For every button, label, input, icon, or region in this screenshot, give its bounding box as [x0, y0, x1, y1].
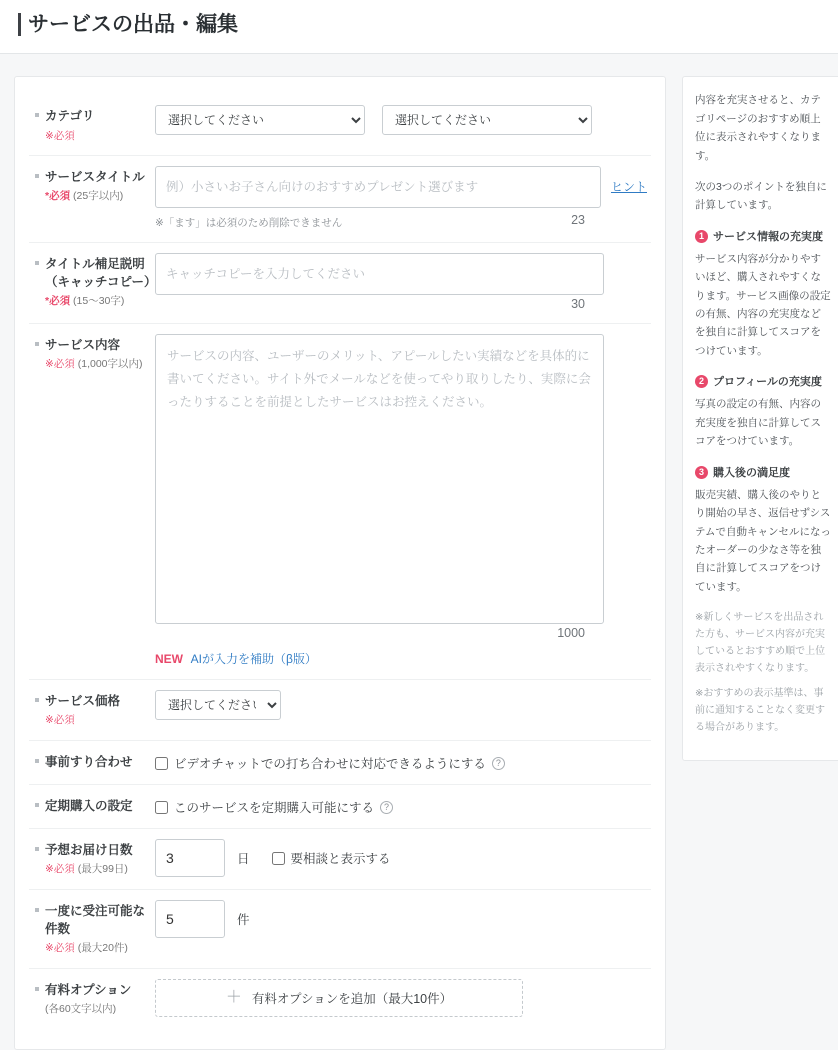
side-point-2-title: プロフィールの充実度: [713, 376, 822, 389]
max-orders-field-col: [155, 900, 651, 938]
service-title-input[interactable]: [155, 166, 601, 208]
max-orders-label-col: [29, 900, 155, 956]
recommendation-info-panel: [682, 76, 838, 761]
catch-copy-label: タイトル補足説明（キャッチコピー）: [35, 255, 155, 291]
field-row-delivery-days: [29, 829, 651, 890]
delivery-days-checkbox[interactable]: [272, 852, 285, 865]
side-intro-1: 内容を充実させると、カテゴリページのおすすめ順上位に表示されやすくなります。: [695, 94, 821, 162]
catch-copy-input-wrap: [155, 253, 647, 295]
catch-copy-field-col: [155, 253, 651, 311]
service-title-hint-link[interactable]: ヒント: [610, 180, 647, 195]
field-row-catch-copy: [29, 243, 651, 324]
field-row-service-title: [29, 156, 651, 243]
side-point-1: [695, 228, 831, 361]
side-intro-2: 次の3つのポイントを独自に計算しています。: [695, 180, 827, 212]
add-paid-option-button[interactable]: [155, 979, 523, 1017]
service-title-length-note: (25字以内): [73, 190, 124, 203]
delivery-days-field-col: [155, 839, 651, 877]
pre-meeting-label: 事前すり合わせ: [35, 753, 155, 771]
subscription-checkbox-row[interactable]: [155, 795, 647, 816]
side-point-2-heading: [695, 373, 831, 392]
service-title-input-wrap: [155, 166, 647, 208]
category-required-note: ※必須: [45, 129, 75, 142]
side-footnote-1: ※新しくサービスを出品された方も、サービス内容が充実しているとおすすめ順で上位表示されやすくなります。: [695, 612, 826, 675]
delivery-days-inline: [155, 839, 647, 877]
paid-options-label: 有料オプション: [35, 981, 155, 999]
description-field-col: [155, 334, 651, 667]
catch-copy-counter: 30: [571, 297, 585, 312]
delivery-days-length-note: (最大99日): [77, 863, 128, 876]
pre-meeting-label-col: [29, 751, 155, 771]
catch-copy-note: [35, 294, 155, 309]
max-orders-length-note: (最大20件): [77, 942, 128, 955]
service-title-meta: [155, 208, 647, 230]
number-badge-2-icon: 2: [695, 375, 708, 388]
max-orders-note: [35, 941, 155, 956]
side-point-2-body: 写真の設定の有無、内容の充実度を独自に計算してスコアをつけています。: [695, 398, 821, 448]
service-form: [14, 76, 666, 1050]
delivery-days-required-note: ※必須: [45, 863, 75, 876]
field-row-description: [29, 324, 651, 680]
subscription-label: 定期購入の設定: [35, 797, 155, 815]
catch-copy-input[interactable]: [155, 253, 604, 295]
side-point-1-heading: [695, 228, 831, 247]
page-title: サービスの出品・編集: [18, 10, 838, 39]
ai-assist-line: [155, 650, 647, 667]
category-label: カテゴリ: [35, 107, 155, 125]
description-input-wrap: [155, 334, 647, 624]
side-point-1-body: サービス内容が分かりやすいほど、購入されやすくなります。サービス画像の設定の有無、内容の充実度などを独自に計算してスコアをつけています。: [695, 252, 831, 357]
number-badge-3-icon: 3: [695, 466, 708, 479]
price-label-col: [29, 690, 155, 728]
description-label: サービス内容: [35, 336, 155, 354]
delivery-days-label: 予想お届け日数: [35, 841, 155, 859]
category-select-secondary[interactable]: [382, 105, 592, 135]
pre-meeting-field-col: [155, 751, 651, 772]
service-title-counter: 23: [571, 213, 585, 228]
service-title-note: [35, 189, 155, 204]
description-required-note: ※必須: [45, 358, 75, 371]
field-row-category: [29, 95, 651, 156]
description-length-note: (1,000字以内): [77, 358, 143, 371]
subscription-checkbox-label: このサービスを定期購入可能にする: [174, 801, 375, 816]
plus-icon: ＋: [225, 988, 242, 1006]
side-point-3: [695, 464, 831, 597]
max-orders-unit: 件: [237, 913, 250, 928]
catch-copy-label-col: [29, 253, 155, 309]
field-row-max-orders: [29, 890, 651, 969]
side-point-3-heading: [695, 464, 831, 483]
field-row-price: [29, 680, 651, 741]
category-label-col: [29, 105, 155, 143]
category-select-primary[interactable]: [155, 105, 365, 135]
page-body: [0, 54, 838, 1050]
pre-meeting-checkbox-label: ビデオチャットでの打ち合わせに対応できるようにする: [174, 757, 486, 772]
pre-meeting-checkbox-row[interactable]: [155, 751, 647, 772]
price-select[interactable]: [155, 690, 281, 720]
category-selects: [155, 105, 647, 135]
category-field-col: [155, 105, 651, 135]
side-point-3-body: 販売実績、購入後のやりとり開始の早さ、返信せずシステムで自動キャンセルになったオーダーの少なさ等を独自に計算してスコアをつけています。: [695, 488, 831, 593]
catch-copy-length-note: (15〜30字): [73, 295, 125, 308]
delivery-days-unit: 日: [237, 852, 250, 867]
delivery-days-label-col: [29, 839, 155, 877]
ai-assist-link[interactable]: AIが入力を補助（β版）: [190, 652, 317, 667]
field-row-subscription: [29, 785, 651, 829]
price-field-col: [155, 690, 651, 720]
description-note: [35, 357, 155, 372]
delivery-days-checkbox-label: 要相談と表示する: [290, 852, 391, 867]
price-label: サービス価格: [35, 692, 155, 710]
service-title-label: サービスタイトル: [35, 168, 155, 186]
side-point-1-title: サービス情報の充実度: [713, 230, 823, 243]
price-required-note: ※必須: [45, 714, 75, 727]
subscription-label-col: [29, 795, 155, 815]
question-mark-icon[interactable]: ?: [492, 757, 505, 770]
question-mark-icon[interactable]: ?: [380, 801, 393, 814]
ai-new-badge: NEW: [155, 652, 183, 667]
max-orders-inline: [155, 900, 647, 938]
paid-options-field-col: [155, 979, 651, 1017]
subscription-checkbox[interactable]: [155, 801, 168, 814]
max-orders-required-note: ※必須: [45, 942, 75, 955]
description-counter: 1000: [557, 626, 585, 641]
side-point-3-title: 購入後の満足度: [713, 466, 790, 479]
pre-meeting-checkbox[interactable]: [155, 757, 168, 770]
subscription-field-col: [155, 795, 651, 816]
side-footnote-2: ※おすすめの表示基準は、事前に通知することなく変更する場合があります。: [695, 688, 825, 734]
delivery-days-checkbox-row[interactable]: [272, 849, 391, 867]
description-label-col: [29, 334, 155, 372]
page-header: [0, 0, 838, 54]
add-paid-option-label: 有料オプションを追加（最大10件）: [251, 991, 453, 1006]
field-row-pre-meeting: [29, 741, 651, 785]
delivery-days-input[interactable]: [155, 839, 225, 877]
number-badge-1-icon: 1: [695, 230, 708, 243]
delivery-days-note: [35, 862, 155, 877]
paid-options-length-note: (各60文字以内): [45, 1003, 117, 1016]
description-textarea[interactable]: [155, 334, 604, 624]
service-title-field-col: [155, 166, 651, 230]
paid-options-label-col: [29, 979, 155, 1017]
service-title-helper-note: ※「ます」は必須のため削除できません: [155, 217, 343, 230]
service-title-required-note: *必須: [45, 190, 71, 203]
catch-copy-required-note: *必須: [45, 295, 71, 308]
field-row-paid-options: [29, 969, 651, 1029]
max-orders-input[interactable]: [155, 900, 225, 938]
max-orders-label: 一度に受注可能な件数: [35, 902, 155, 938]
service-title-label-col: [29, 166, 155, 204]
side-point-2: [695, 373, 831, 450]
